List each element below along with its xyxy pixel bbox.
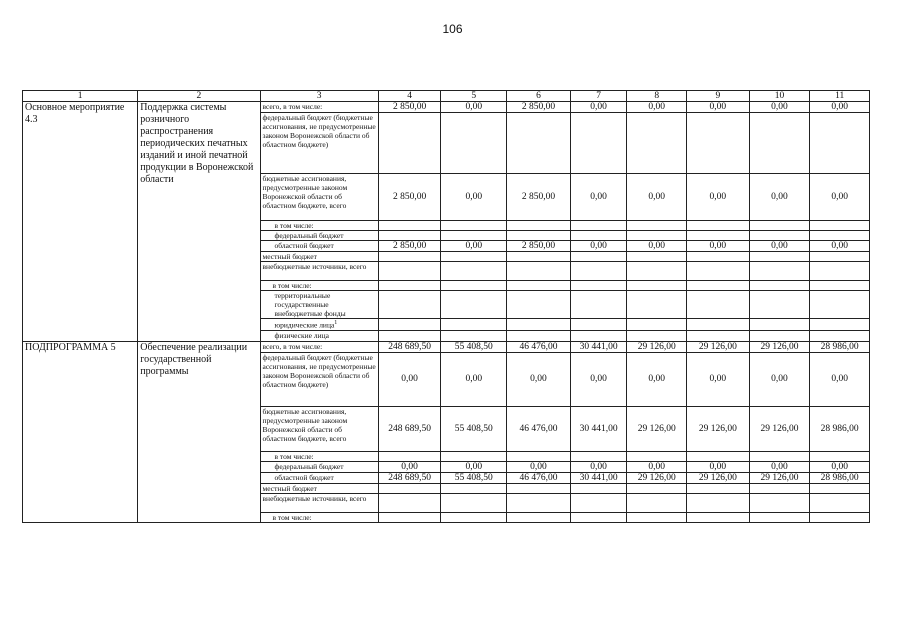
value-cell: 0,00 (810, 352, 870, 406)
subprogram-title: ПОДПРОГРАММА 5 (23, 341, 138, 522)
value-cell (810, 281, 870, 291)
funding-source-text: местный бюджет (262, 483, 317, 493)
value-cell: 0,00 (570, 174, 627, 221)
value-cell: 0,00 (687, 102, 750, 113)
value-cell (810, 493, 870, 512)
value-cell: 29 126,00 (749, 406, 810, 451)
column-header: 3 (260, 91, 378, 102)
value-cell: 0,00 (749, 102, 810, 113)
value-cell (749, 319, 810, 331)
value-cell (627, 113, 687, 174)
funding-source-label (260, 406, 378, 451)
value-cell (378, 330, 441, 341)
value-cell: 55 408,50 (441, 341, 507, 352)
table-row (23, 102, 870, 113)
funding-source-label (260, 221, 378, 231)
value-cell: 29 126,00 (627, 406, 687, 451)
value-cell: 0,00 (810, 241, 870, 252)
funding-source-label (260, 451, 378, 461)
value-cell (441, 221, 507, 231)
value-cell (570, 483, 627, 493)
value-cell: 0,00 (810, 174, 870, 221)
funding-source-text: территориальные государственные внебюджетные фонды (274, 291, 346, 318)
value-cell: 248 689,50 (378, 341, 441, 352)
funding-source-label (260, 231, 378, 241)
value-cell (378, 113, 441, 174)
value-cell (749, 291, 810, 319)
funding-source-label (260, 319, 378, 331)
value-cell: 2 850,00 (507, 102, 571, 113)
value-cell (570, 291, 627, 319)
funding-source-label (260, 113, 378, 174)
value-cell (749, 262, 810, 281)
value-cell: 0,00 (378, 352, 441, 406)
value-cell (810, 221, 870, 231)
value-cell (507, 281, 571, 291)
value-cell (570, 319, 627, 331)
value-cell: 0,00 (507, 461, 571, 472)
funding-source-label (260, 483, 378, 493)
value-cell (627, 512, 687, 522)
value-cell (441, 262, 507, 281)
value-cell (507, 483, 571, 493)
value-cell (810, 319, 870, 331)
value-cell: 0,00 (378, 461, 441, 472)
value-cell (749, 330, 810, 341)
column-header: 10 (749, 91, 810, 102)
funding-source-label (260, 291, 378, 319)
value-cell (749, 512, 810, 522)
funding-source-text: областной бюджет (274, 241, 334, 250)
value-cell: 0,00 (749, 174, 810, 221)
value-cell: 0,00 (507, 352, 571, 406)
header-row (23, 91, 870, 102)
funding-source-label (260, 493, 378, 512)
value-cell (570, 330, 627, 341)
footnote-marker: 1 (334, 320, 338, 326)
value-cell: 28 986,00 (810, 472, 870, 483)
value-cell (627, 483, 687, 493)
value-cell (687, 319, 750, 331)
value-cell: 248 689,50 (378, 472, 441, 483)
funding-source-label (260, 330, 378, 341)
value-cell (507, 512, 571, 522)
value-cell (378, 451, 441, 461)
value-cell (441, 252, 507, 262)
funding-source-label (260, 102, 378, 113)
value-cell: 2 850,00 (378, 174, 441, 221)
table-row (23, 341, 870, 352)
value-cell (570, 113, 627, 174)
value-cell (749, 451, 810, 461)
value-cell (687, 483, 750, 493)
value-cell: 2 850,00 (378, 241, 441, 252)
value-cell (810, 113, 870, 174)
value-cell: 0,00 (627, 461, 687, 472)
funding-source-label (260, 241, 378, 252)
funding-source-label (260, 512, 378, 522)
funding-source-text: внебюджетные источники, всего (262, 262, 367, 271)
value-cell: 0,00 (749, 241, 810, 252)
funding-source-text: местный бюджет (262, 252, 317, 261)
subprogram-description: Обеспечение реализации государственной программы (138, 341, 260, 522)
value-cell (627, 281, 687, 291)
value-cell (810, 291, 870, 319)
value-cell (627, 330, 687, 341)
value-cell (570, 252, 627, 262)
value-cell (749, 493, 810, 512)
value-cell (441, 291, 507, 319)
value-cell (627, 493, 687, 512)
value-cell (627, 291, 687, 319)
value-cell (627, 252, 687, 262)
value-cell (687, 493, 750, 512)
value-cell (570, 262, 627, 281)
value-cell: 29 126,00 (627, 341, 687, 352)
funding-source-text: юридические лица (274, 320, 335, 330)
funding-source-text: федеральный бюджет (бюджетные ассигнования, не предусмотренные законом Воронежской области об областном бюджете) (262, 352, 376, 389)
value-cell (378, 281, 441, 291)
value-cell (810, 262, 870, 281)
funding-source-label (260, 252, 378, 262)
value-cell: 46 476,00 (507, 341, 571, 352)
column-header: 8 (627, 91, 687, 102)
value-cell (570, 281, 627, 291)
value-cell: 0,00 (687, 461, 750, 472)
value-cell: 29 126,00 (687, 406, 750, 451)
value-cell (378, 231, 441, 241)
value-cell (507, 330, 571, 341)
value-cell: 46 476,00 (507, 406, 571, 451)
value-cell: 0,00 (570, 102, 627, 113)
value-cell (810, 330, 870, 341)
value-cell (810, 512, 870, 522)
value-cell: 2 850,00 (378, 102, 441, 113)
value-cell (687, 113, 750, 174)
column-header: 2 (138, 91, 260, 102)
value-cell (570, 221, 627, 231)
column-header: 4 (378, 91, 441, 102)
funding-source-text: всего, в том числе: (262, 341, 323, 351)
value-cell (441, 319, 507, 331)
value-cell (687, 252, 750, 262)
value-cell (687, 451, 750, 461)
value-cell (687, 330, 750, 341)
funding-source-text: в том числе: (274, 221, 314, 230)
column-header: 6 (507, 91, 571, 102)
funding-source-text: в том числе: (272, 281, 312, 290)
funding-source-label (260, 461, 378, 472)
value-cell: 248 689,50 (378, 406, 441, 451)
value-cell (378, 252, 441, 262)
funding-source-text: федеральный бюджет (274, 461, 344, 471)
value-cell: 0,00 (441, 241, 507, 252)
value-cell (507, 319, 571, 331)
value-cell: 29 126,00 (627, 472, 687, 483)
value-cell (441, 451, 507, 461)
value-cell: 0,00 (687, 352, 750, 406)
funding-source-text: федеральный бюджет (бюджетные ассигнования, не предусмотренные законом Воронежской области об областном бюджете) (262, 113, 376, 149)
value-cell (507, 262, 571, 281)
value-cell: 2 850,00 (507, 241, 571, 252)
funding-source-label (260, 174, 378, 221)
value-cell: 0,00 (570, 352, 627, 406)
value-cell: 29 126,00 (749, 341, 810, 352)
value-cell (378, 221, 441, 231)
value-cell: 0,00 (441, 352, 507, 406)
value-cell (627, 319, 687, 331)
value-cell (687, 231, 750, 241)
value-cell: 0,00 (627, 241, 687, 252)
value-cell: 0,00 (687, 174, 750, 221)
value-cell (378, 262, 441, 281)
value-cell: 2 850,00 (507, 174, 571, 221)
funding-source-text: физические лица (274, 330, 329, 340)
value-cell: 0,00 (687, 241, 750, 252)
value-cell: 0,00 (749, 461, 810, 472)
value-cell: 46 476,00 (507, 472, 571, 483)
value-cell (570, 451, 627, 461)
value-cell: 0,00 (627, 174, 687, 221)
column-header: 5 (441, 91, 507, 102)
funding-source-text: всего, в том числе: (262, 102, 323, 111)
value-cell (627, 451, 687, 461)
column-header: 9 (687, 91, 750, 102)
value-cell: 30 441,00 (570, 406, 627, 451)
funding-source-text: в том числе: (272, 512, 312, 522)
value-cell (687, 281, 750, 291)
value-cell (749, 281, 810, 291)
value-cell: 29 126,00 (687, 341, 750, 352)
column-header: 11 (810, 91, 870, 102)
value-cell: 0,00 (570, 461, 627, 472)
value-cell (507, 113, 571, 174)
column-header: 7 (570, 91, 627, 102)
value-cell (378, 512, 441, 522)
value-cell (749, 221, 810, 231)
value-cell: 28 986,00 (810, 406, 870, 451)
funding-source-text: бюджетные ассигнования, предусмотренные законом Воронежской области об областном бюджете, всего (262, 406, 348, 443)
value-cell (810, 231, 870, 241)
value-cell: 0,00 (441, 174, 507, 221)
value-cell (507, 291, 571, 319)
value-cell (378, 319, 441, 331)
value-cell (378, 493, 441, 512)
value-cell (810, 252, 870, 262)
value-cell (570, 512, 627, 522)
value-cell: 55 408,50 (441, 472, 507, 483)
value-cell: 30 441,00 (570, 472, 627, 483)
funding-source-text: в том числе: (274, 451, 314, 461)
value-cell (627, 231, 687, 241)
value-cell (810, 451, 870, 461)
value-cell (507, 221, 571, 231)
value-cell (441, 113, 507, 174)
value-cell (441, 512, 507, 522)
value-cell (507, 451, 571, 461)
funding-source-text: бюджетные ассигнования, предусмотренные законом Воронежской области об областном бюджете, всего (262, 174, 348, 210)
value-cell: 0,00 (627, 352, 687, 406)
value-cell (749, 113, 810, 174)
value-cell: 0,00 (441, 461, 507, 472)
funding-source-label (260, 472, 378, 483)
value-cell: 0,00 (570, 241, 627, 252)
value-cell (507, 493, 571, 512)
value-cell: 30 441,00 (570, 341, 627, 352)
value-cell (570, 493, 627, 512)
value-cell: 55 408,50 (441, 406, 507, 451)
value-cell: 0,00 (810, 461, 870, 472)
value-cell (378, 291, 441, 319)
column-header: 1 (23, 91, 138, 102)
value-cell: 29 126,00 (749, 472, 810, 483)
value-cell: 28 986,00 (810, 341, 870, 352)
value-cell (749, 252, 810, 262)
value-cell (687, 291, 750, 319)
value-cell: 29 126,00 (687, 472, 750, 483)
value-cell (627, 221, 687, 231)
value-cell (627, 262, 687, 281)
value-cell (378, 483, 441, 493)
funding-source-label (260, 341, 378, 352)
funding-source-label (260, 262, 378, 281)
value-cell (749, 483, 810, 493)
page-number: 106 (442, 22, 463, 36)
funding-source-label (260, 281, 378, 291)
value-cell (441, 483, 507, 493)
value-cell (441, 231, 507, 241)
value-cell (507, 231, 571, 241)
funding-source-text: внебюджетные источники, всего (262, 493, 367, 503)
measure-title: Основное мероприятие 4.3 (23, 102, 138, 342)
value-cell: 0,00 (749, 352, 810, 406)
value-cell: 0,00 (627, 102, 687, 113)
value-cell (749, 231, 810, 241)
value-cell (441, 493, 507, 512)
budget-table (22, 90, 870, 523)
funding-source-text: федеральный бюджет (274, 231, 344, 240)
value-cell (810, 483, 870, 493)
value-cell (441, 281, 507, 291)
funding-source-label (260, 352, 378, 406)
value-cell: 0,00 (441, 102, 507, 113)
value-cell (687, 512, 750, 522)
value-cell (441, 330, 507, 341)
value-cell (570, 231, 627, 241)
measure-description: Поддержка системы розничного распространения периодических печатных изданий и иной печатной продукции в Воронежской области (138, 102, 260, 342)
value-cell (687, 262, 750, 281)
value-cell: 0,00 (810, 102, 870, 113)
funding-source-text: областной бюджет (274, 472, 334, 482)
value-cell (507, 252, 571, 262)
value-cell (687, 221, 750, 231)
